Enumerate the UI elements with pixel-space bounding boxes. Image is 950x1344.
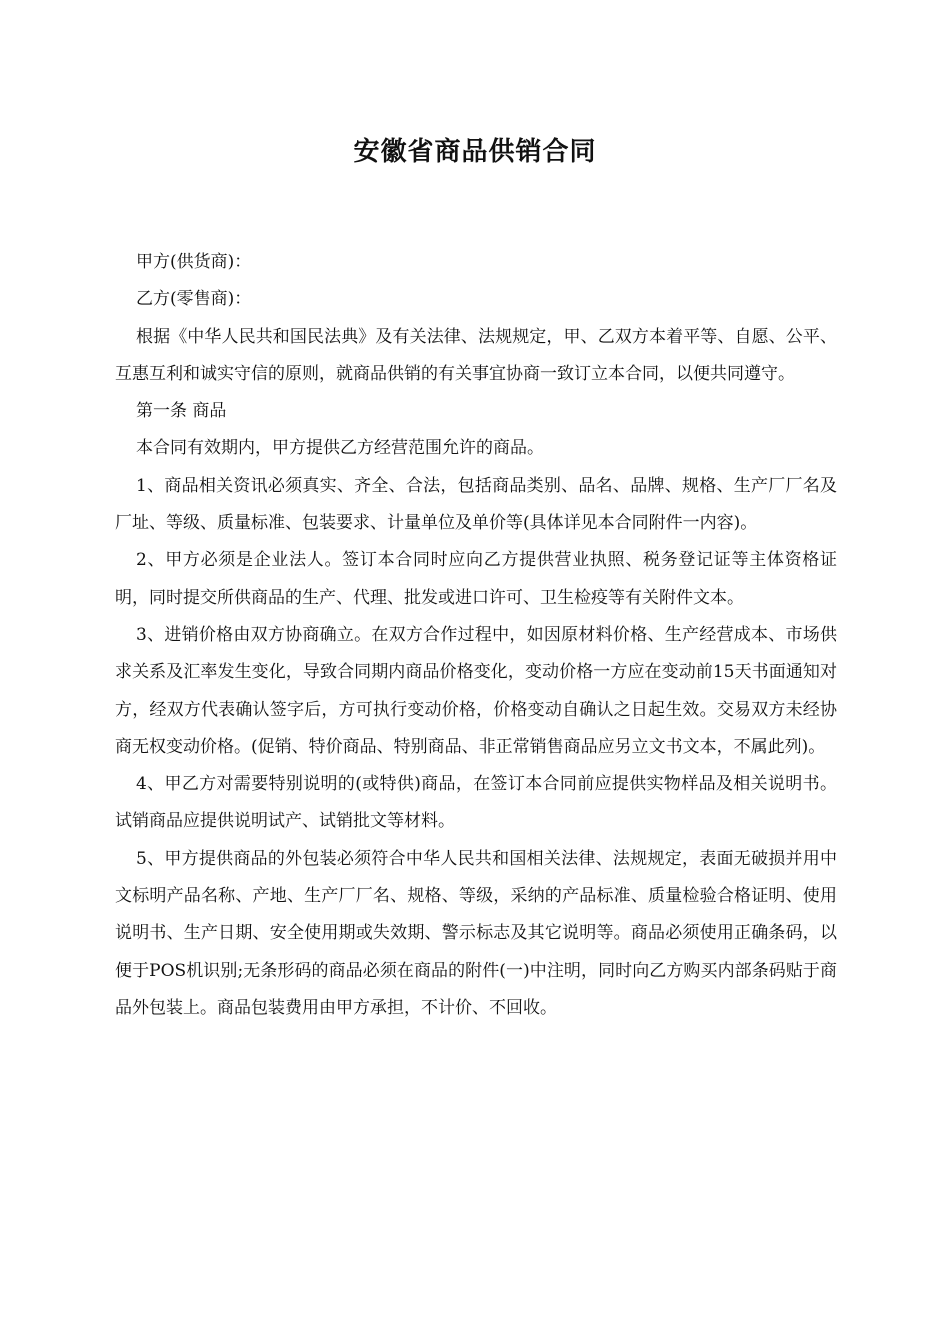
clause-paragraph: 4、甲乙方对需要特别说明的(或特供)商品，在签订本合同前应提供实物样品及相关说明书。试销商品应提供说明试产、试销批文等材料。: [115, 774, 837, 832]
preamble-paragraph: 根据《中华人民共和国民法典》及有关法律、法规规定，甲、乙双方本着平等、自愿、公平、互惠互利和诚实守信的原则，就商品供销的有关事宜协商一致订立本合同，以便共同遵守。: [115, 326, 837, 384]
clause-paragraph: 5、甲方提供商品的外包装必须符合中华人民共和国相关法律、法规规定，表面无破损并用中文标明产品名称、产地、生产厂厂名、规格、等级，采纳的产品标准、质量检验合格证明、使用说明书、生产日期、安全使用期或失效期、警示标志及其它说明等。商品必须使用正确条码，以便于POS机识别;无条形码的商品必须在商品的附件(一)中注明，同时向乙方购买内部条码贴于商品外包装上。商品包装费用由甲方承担，不计价、不回收。: [115, 848, 837, 1018]
party-b-line: 乙方(零售商)：: [136, 289, 252, 310]
clause-paragraph: 1、商品相关资讯必须真实、齐全、合法，包括商品类别、品名、品牌、规格、生产厂厂名及厂址、等级、质量标准、包装要求、计量单位及单价等(具体详见本合同附件一内容)。: [115, 475, 837, 534]
article-heading: 第一条 商品: [136, 401, 227, 422]
clause-paragraph: 2、甲方必须是企业法人。签订本合同时应向乙方提供营业执照、税务登记证等主体资格证明，同时提交所供商品的生产、代理、批发或进口许可、卫生检疫等有关附件文本。: [115, 550, 837, 608]
clause-paragraph: 3、进销价格由双方协商确立。在双方合作过程中，如因原材料价格、生产经营成本、市场供求关系及汇率发生变化，导致合同期内商品价格变化，变动价格一方应在变动前15天书面通知对方，经双方代表确认签字后，方可执行变动价格，价格变动自确认之日起生效。交易双方未经协商无权变动价格。(促销、特价商品、特别商品、非正常销售商品应另立文书文本，不属此列)。: [115, 624, 837, 757]
article-intro-paragraph: 本合同有效期内，甲方提供乙方经营范围允许的商品。: [136, 438, 544, 459]
document-title: 安徽省商品供销合同: [353, 137, 597, 167]
document-body: [115, 244, 837, 1027]
party-a-line: 甲方(供货商)：: [136, 252, 252, 272]
